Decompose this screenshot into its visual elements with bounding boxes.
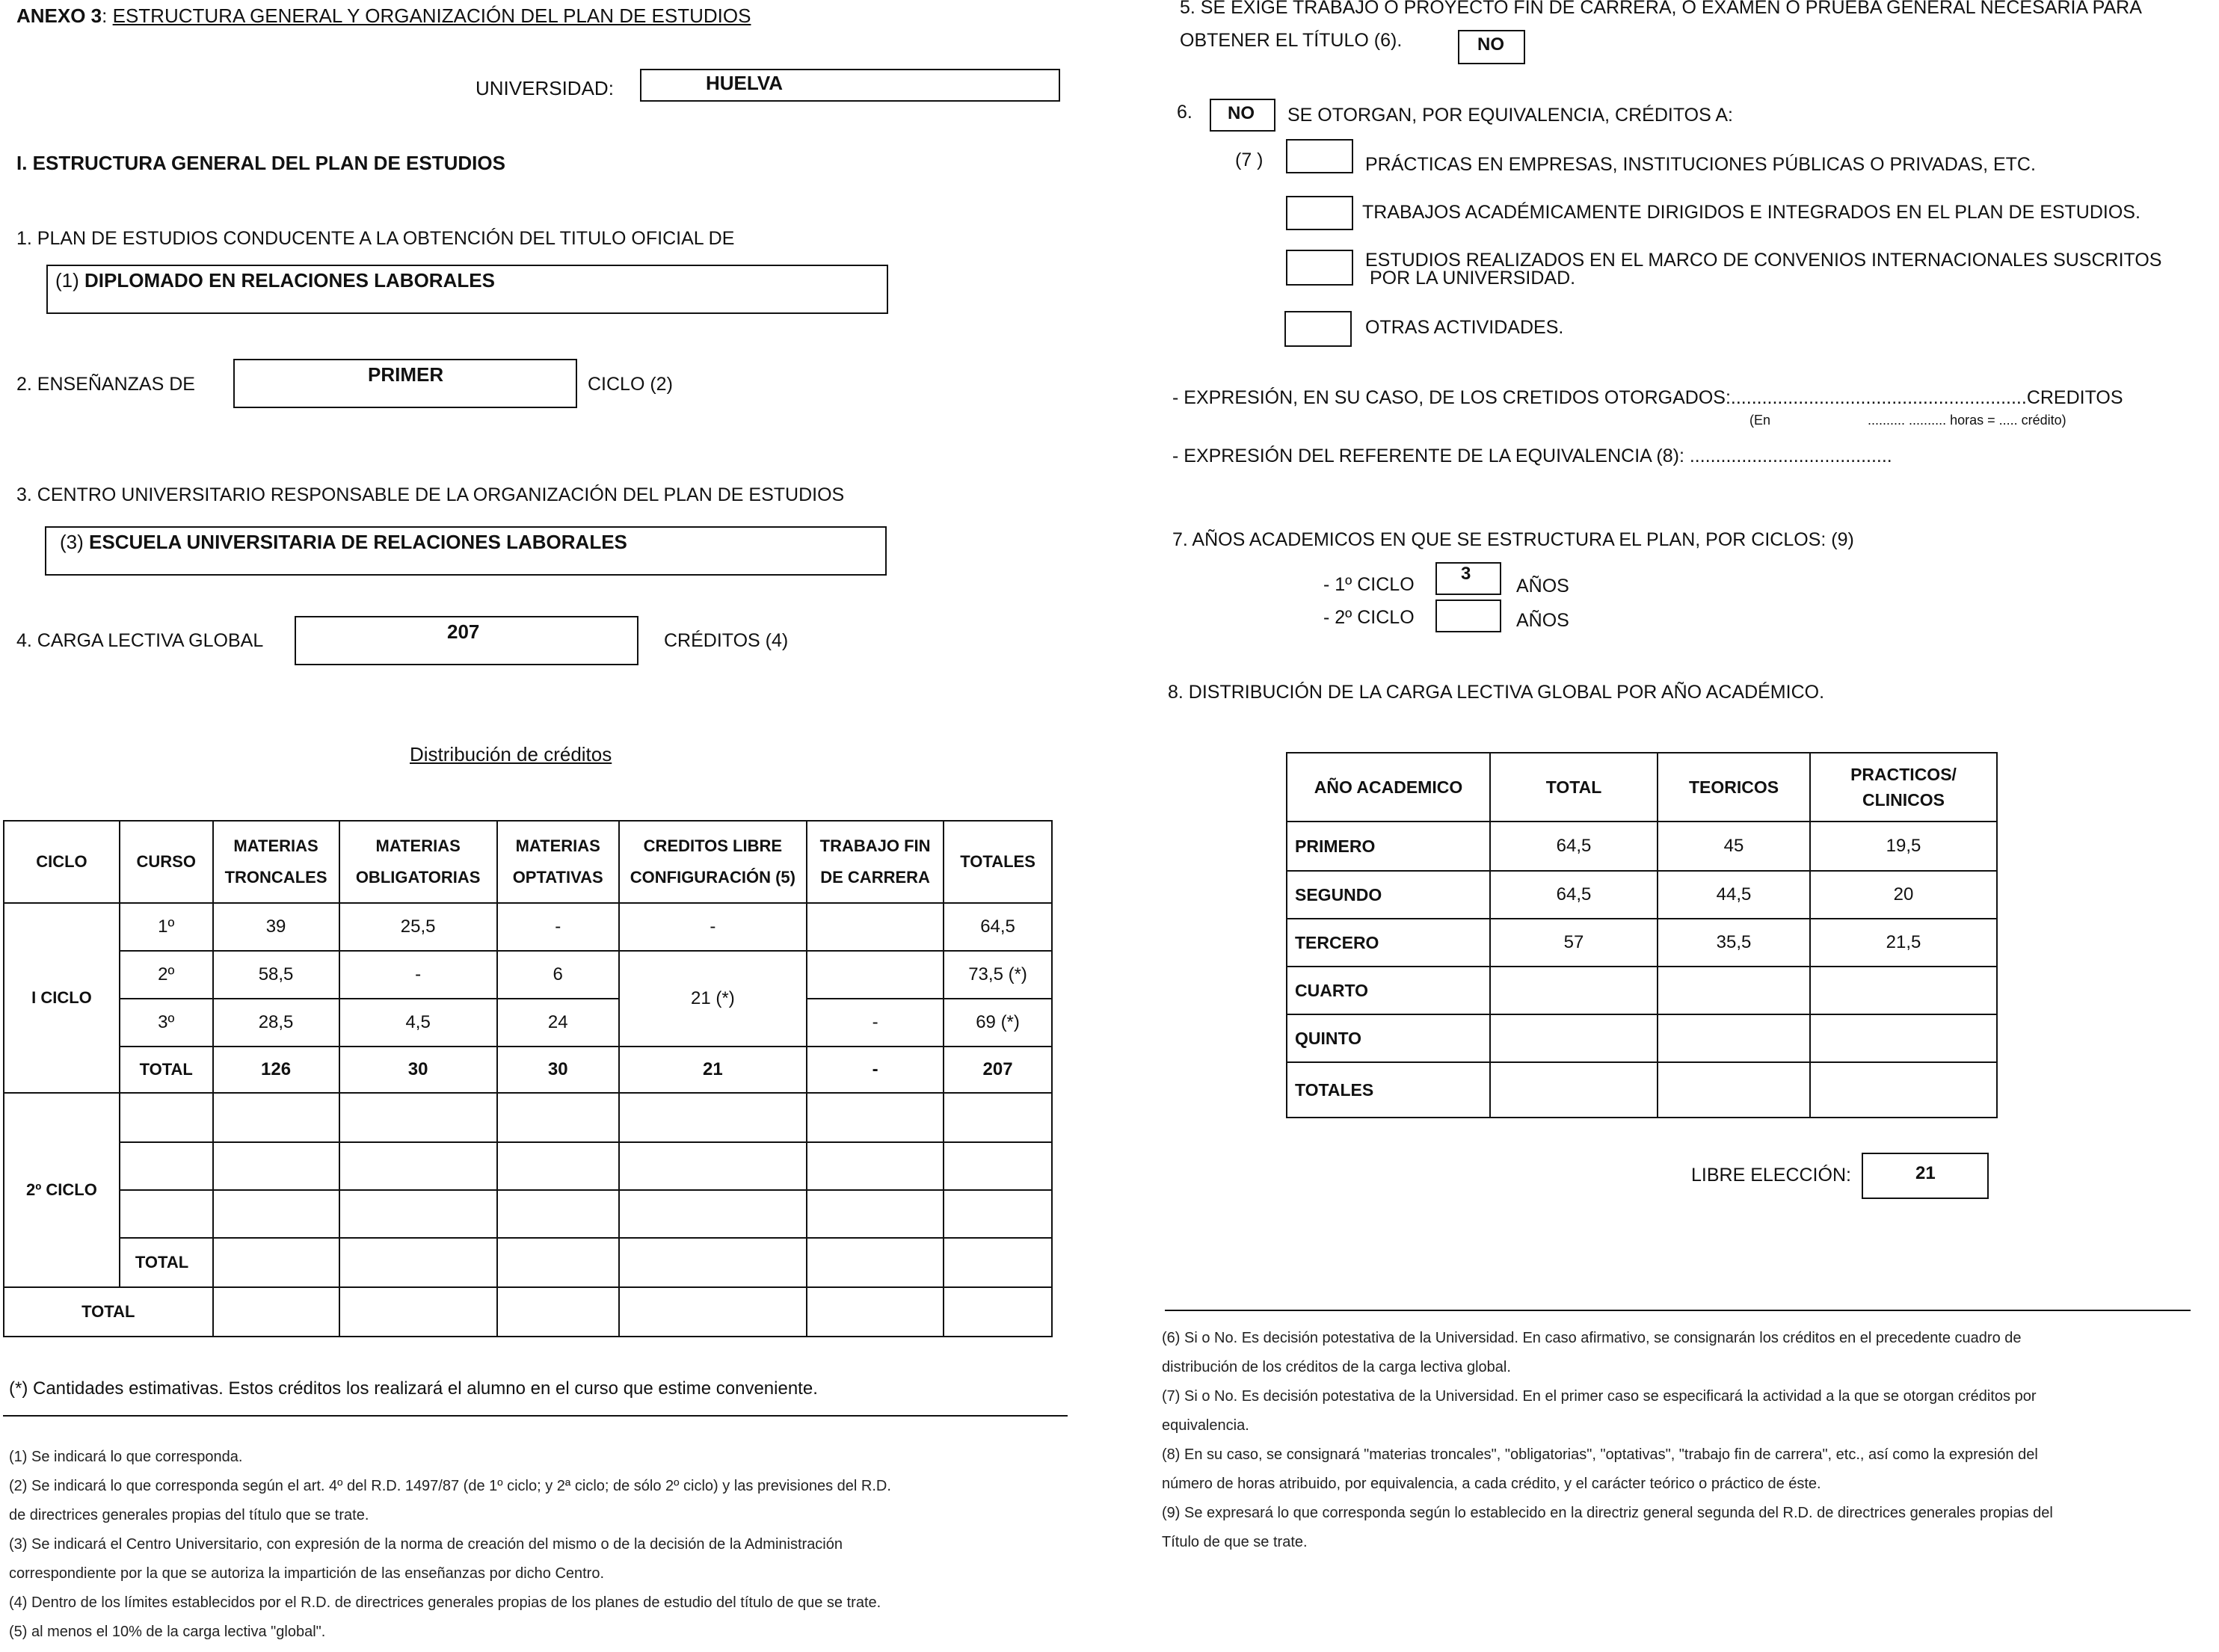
empty-cell	[619, 1238, 807, 1287]
expr2-dots: .......................................	[1689, 446, 1892, 466]
total-cell: 64,5	[1490, 822, 1658, 871]
obligatorias-cell: 4,5	[339, 999, 497, 1047]
footnote: (4) Dentro de los límites establecidos por el R.D. de directrices generales propias de los planes de estudio del título de que se trate.	[9, 1594, 881, 1611]
annex-heading: ANEXO 3: ESTRUCTURA GENERAL Y ORGANIZACIÓN DEL PLAN DE ESTUDIOS	[16, 4, 751, 27]
empty-cell	[619, 1093, 807, 1142]
empty-cell	[807, 1093, 944, 1142]
ciclo2-total-label: TOTAL	[120, 1238, 213, 1287]
footnote: correspondiente por la que se autoriza la impartición de las enseñanzas por dicho Centro.	[9, 1565, 605, 1582]
footnote: (6) Si o No. Es decisión potestativa de la Universidad. En caso afirmativo, se consignarán los créditos en el precedente cuadro de	[1162, 1330, 2022, 1346]
empty-cell	[120, 1190, 213, 1238]
item3-label: 3. CENTRO UNIVERSITARIO RESPONSABLE DE LA ORGANIZACIÓN DEL PLAN DE ESTUDIOS	[16, 484, 845, 505]
totales-cell: 73,5 (*)	[944, 951, 1052, 999]
expr1-sub1: (En	[1749, 413, 1771, 428]
empty-cell	[339, 1190, 497, 1238]
expr2-line	[1172, 446, 1892, 467]
expr1-unit: CREDITOS	[2026, 387, 2123, 408]
footnote: (7) Si o No. Es decisión potestativa de la Universidad. En el primer caso se especificará la actividad a la que se otorgan créditos por	[1162, 1388, 2037, 1405]
expr1-sub	[1749, 413, 2066, 428]
item2-suffix: CICLO (2)	[588, 374, 673, 395]
empty-cell	[120, 1142, 213, 1190]
teoricos-cell	[1658, 1062, 1810, 1118]
col-teoricos: TEORICOS	[1658, 753, 1810, 822]
empty-cell	[497, 1093, 619, 1142]
col-totales: TOTALES	[944, 821, 1052, 903]
item4-label: 4. CARGA LECTIVA GLOBAL	[16, 630, 264, 651]
footnote: (8) En su caso, se consignará "materias troncales", "obligatorias", "optativas", "trabajo fin de carrera", etc., así como la expresión del	[1162, 1446, 2038, 1463]
cycle2-unit: AÑOS	[1516, 610, 1569, 631]
totales-cell: 64,5	[944, 903, 1052, 951]
empty-cell	[213, 1287, 339, 1337]
item4-suffix: CRÉDITOS (4)	[664, 630, 789, 651]
year-cell: CUARTO	[1287, 967, 1490, 1014]
annex-label: ANEXO 3	[16, 4, 102, 27]
empty-cell	[339, 1238, 497, 1287]
trabajo-cell	[807, 903, 944, 951]
cycle1-value: 3	[1461, 564, 1471, 584]
curso-total-cell: TOTAL	[120, 1047, 213, 1093]
practicos-cell: 20	[1810, 871, 1997, 919]
empty-cell	[807, 1287, 944, 1337]
libre-value: 21	[1915, 1163, 1936, 1183]
optativas-cell: 6	[497, 951, 619, 999]
libre-total-cell: 21	[619, 1047, 807, 1093]
teoricos-cell	[1658, 967, 1810, 1014]
cycle-value: PRIMER	[368, 363, 444, 386]
obligatorias-total-cell: 30	[339, 1047, 497, 1093]
empty-cell	[807, 1142, 944, 1190]
estimate-note: (*) Cantidades estimativas. Estos créditos los realizará el alumno en el curso que estime conveniente.	[9, 1378, 818, 1399]
total-cell	[1490, 967, 1658, 1014]
empty-cell	[497, 1238, 619, 1287]
empty-cell	[497, 1190, 619, 1238]
total-cell: 57	[1490, 919, 1658, 967]
ciclo2-cell: 2º CICLO	[4, 1093, 120, 1287]
empty-cell	[213, 1142, 339, 1190]
distribution-title: Distribución de créditos	[410, 743, 612, 765]
footnote: (9) Se expresará lo que corresponda según lo establecido en la directriz general segunda del R.D. de directrices generales propias del	[1162, 1505, 2053, 1521]
totales-total-cell: 207	[944, 1047, 1052, 1093]
annex-title: ESTRUCTURA GENERAL Y ORGANIZACIÓN DEL PLAN DE ESTUDIOS	[112, 4, 751, 27]
footnote: (2) Se indicará lo que corresponda según el art. 4º del R.D. 1497/87 (de 1º ciclo; y 2ª ciclo; de sólo 2º ciclo) y las previsiones del R.D.	[9, 1478, 891, 1494]
item2-label: 2. ENSEÑANZAS DE	[16, 374, 195, 395]
curso-cell: 1º	[120, 903, 213, 951]
title-value: DIPLOMADO EN RELACIONES LABORALES	[84, 269, 495, 292]
item5-value: NO	[1477, 34, 1504, 55]
load-value: 207	[447, 620, 480, 643]
expr1-dots: .........................................................	[1730, 387, 2027, 408]
totales-cell: 69 (*)	[944, 999, 1052, 1047]
optativas-cell: -	[497, 903, 619, 951]
center-value-wrap	[60, 531, 627, 554]
libre-cell: 21 (*)	[619, 951, 807, 1047]
trabajo-cell	[807, 951, 944, 999]
curso-cell: 2º	[120, 951, 213, 999]
teoricos-cell: 35,5	[1658, 919, 1810, 967]
col-total: TOTAL	[1490, 753, 1658, 822]
option-checkbox	[1286, 196, 1353, 230]
empty-cell	[339, 1142, 497, 1190]
troncales-total-cell: 126	[213, 1047, 339, 1093]
item6-label: SE OTORGAN, POR EQUIVALENCIA, CRÉDITOS A:	[1287, 105, 1733, 126]
center-value: ESCUELA UNIVERSITARIA DE RELACIONES LABORALES	[89, 531, 627, 553]
option-label: ESTUDIOS REALIZADOS EN EL MARCO DE CONVENIOS INTERNACIONALES SUSCRITOS	[1365, 250, 2162, 271]
empty-cell	[944, 1142, 1052, 1190]
item1-ref: (1)	[55, 269, 79, 292]
expr1-sub3: horas = ..... crédito)	[1950, 413, 2066, 428]
item5-line1: 5. SE EXIGE TRABAJO O PROYECTO FIN DE CARRERA, O EXAMEN O PRUEBA GENERAL NECESARIA PARA	[1180, 0, 2142, 18]
expr1-sub2: .......... ..........	[1868, 413, 1947, 428]
practicos-cell	[1810, 1014, 1997, 1062]
obligatorias-cell: 25,5	[339, 903, 497, 951]
trabajo-total-cell: -	[807, 1047, 944, 1093]
total-cell	[1490, 1014, 1658, 1062]
col-year: AÑO ACADEMICO	[1287, 753, 1490, 822]
obligatorias-cell: -	[339, 951, 497, 999]
university-field	[640, 69, 1060, 102]
option-checkbox	[1286, 139, 1353, 173]
empty-cell	[807, 1190, 944, 1238]
empty-cell	[339, 1093, 497, 1142]
option-label: OTRAS ACTIVIDADES.	[1365, 317, 1564, 338]
section-title: I. ESTRUCTURA GENERAL DEL PLAN DE ESTUDIOS	[16, 152, 505, 174]
optativas-total-cell: 30	[497, 1047, 619, 1093]
empty-cell	[339, 1287, 497, 1337]
footnote: número de horas atribuido, por equivalencia, a cada crédito, y el carácter teórico o práctico de éste.	[1162, 1476, 1821, 1492]
item7-label: 7. AÑOS ACADEMICOS EN QUE SE ESTRUCTURA EL PLAN, POR CICLOS: (9)	[1172, 529, 1854, 550]
footnote: (3) Se indicará el Centro Universitario, con expresión de la norma de creación del mismo o de la decisión de la Administración	[9, 1536, 843, 1553]
item6-num: 6.	[1177, 102, 1192, 123]
item5-line2: OBTENER EL TÍTULO (6).	[1180, 30, 1403, 51]
footnote-divider	[3, 1415, 1068, 1417]
col-optativas: MATERIAS OPTATIVAS	[497, 821, 619, 903]
year-cell: QUINTO	[1287, 1014, 1490, 1062]
right-footnote-divider	[1165, 1310, 2191, 1311]
empty-cell	[497, 1142, 619, 1190]
empty-cell	[619, 1287, 807, 1337]
troncales-cell: 39	[213, 903, 339, 951]
option-label: PRÁCTICAS EN EMPRESAS, INSTITUCIONES PÚBLICAS O PRIVADAS, ETC.	[1365, 154, 2036, 175]
practicos-cell	[1810, 1062, 1997, 1118]
empty-cell	[213, 1238, 339, 1287]
item1-label: 1. PLAN DE ESTUDIOS CONDUCENTE A LA OBTENCIÓN DEL TITULO OFICIAL DE	[16, 228, 735, 249]
title-value-wrap	[55, 269, 495, 292]
item6-ref: (7 )	[1235, 150, 1264, 170]
col-curso: CURSO	[120, 821, 213, 903]
option-checkbox	[1286, 250, 1353, 286]
empty-cell	[619, 1190, 807, 1238]
empty-cell	[120, 1093, 213, 1142]
empty-cell	[944, 1238, 1052, 1287]
credits-table	[3, 820, 1053, 1337]
col-practicos	[1810, 753, 1997, 822]
optativas-cell: 24	[497, 999, 619, 1047]
troncales-cell: 28,5	[213, 999, 339, 1047]
option-label: TRABAJOS ACADÉMICAMENTE DIRIGIDOS E INTEGRADOS EN EL PLAN DE ESTUDIOS.	[1362, 202, 2140, 223]
libre-cell: -	[619, 903, 807, 951]
footnote: equivalencia.	[1162, 1417, 1249, 1434]
col-ciclo: CICLO	[4, 821, 120, 903]
cycle2-box	[1435, 600, 1501, 632]
footnote: de directrices generales propias del título que se trate.	[9, 1507, 369, 1523]
expr2-label: - EXPRESIÓN DEL REFERENTE DE LA EQUIVALENCIA (8):	[1172, 446, 1684, 466]
practicos-cell: 21,5	[1810, 919, 1997, 967]
empty-cell	[807, 1238, 944, 1287]
col-libre: CREDITOS LIBRE CONFIGURACIÓN (5)	[619, 821, 807, 903]
option-label-cont: POR LA UNIVERSIDAD.	[1370, 268, 1576, 289]
col-obligatorias: MATERIAS OBLIGATORIAS	[339, 821, 497, 903]
year-table	[1286, 752, 1998, 1118]
troncales-cell: 58,5	[213, 951, 339, 999]
practicos-cell	[1810, 967, 1997, 1014]
grand-total-label: TOTAL	[4, 1287, 213, 1337]
teoricos-cell: 45	[1658, 822, 1810, 871]
footnote: (1) Se indicará lo que corresponda.	[9, 1449, 243, 1465]
empty-cell	[944, 1190, 1052, 1238]
teoricos-cell: 44,5	[1658, 871, 1810, 919]
item6-value: NO	[1228, 103, 1255, 123]
year-cell: TOTALES	[1287, 1062, 1490, 1118]
curso-cell: 3º	[120, 999, 213, 1047]
university-value: HUELVA	[706, 72, 784, 94]
cycle2-label: - 2º CICLO	[1323, 607, 1415, 628]
year-cell: SEGUNDO	[1287, 871, 1490, 919]
total-cell	[1490, 1062, 1658, 1118]
year-cell: PRIMERO	[1287, 822, 1490, 871]
expr1-label: - EXPRESIÓN, EN SU CASO, DE LOS CRETIDOS OTORGADOS:	[1172, 387, 1731, 408]
university-label: UNIVERSIDAD:	[476, 77, 614, 99]
left-footnotes	[9, 1443, 891, 1647]
empty-cell	[619, 1142, 807, 1190]
ciclo1-cell: I CICLO	[4, 903, 120, 1093]
cycle1-label: - 1º CICLO	[1323, 574, 1415, 595]
year-cell: TERCERO	[1287, 919, 1490, 967]
col-practicos-line2: CLINICOS	[1862, 790, 1945, 810]
empty-cell	[213, 1190, 339, 1238]
expr1-line	[1172, 387, 2123, 409]
footnote: (5) al menos el 10% de la carga lectiva "global".	[9, 1624, 326, 1640]
empty-cell	[213, 1093, 339, 1142]
trabajo-cell: -	[807, 999, 944, 1047]
practicos-cell: 19,5	[1810, 822, 1997, 871]
footnote: distribución de los créditos de la carga lectiva global.	[1162, 1359, 1511, 1375]
cycle1-unit: AÑOS	[1516, 576, 1569, 597]
col-practicos-line1: PRACTICOS/	[1850, 765, 1957, 784]
total-cell: 64,5	[1490, 871, 1658, 919]
libre-label: LIBRE ELECCIÓN:	[1691, 1165, 1851, 1186]
empty-cell	[497, 1287, 619, 1337]
col-trabajo: TRABAJO FIN DE CARRERA	[807, 821, 944, 903]
teoricos-cell	[1658, 1014, 1810, 1062]
empty-cell	[944, 1093, 1052, 1142]
footnote: Título de que se trate.	[1162, 1534, 1308, 1550]
option-checkbox	[1284, 311, 1352, 347]
item3-ref: (3)	[60, 531, 84, 553]
empty-cell	[944, 1287, 1052, 1337]
item8-label: 8. DISTRIBUCIÓN DE LA CARGA LECTIVA GLOBAL POR AÑO ACADÉMICO.	[1168, 682, 1825, 703]
right-footnotes	[1162, 1324, 2053, 1557]
col-troncales: MATERIAS TRONCALES	[213, 821, 339, 903]
